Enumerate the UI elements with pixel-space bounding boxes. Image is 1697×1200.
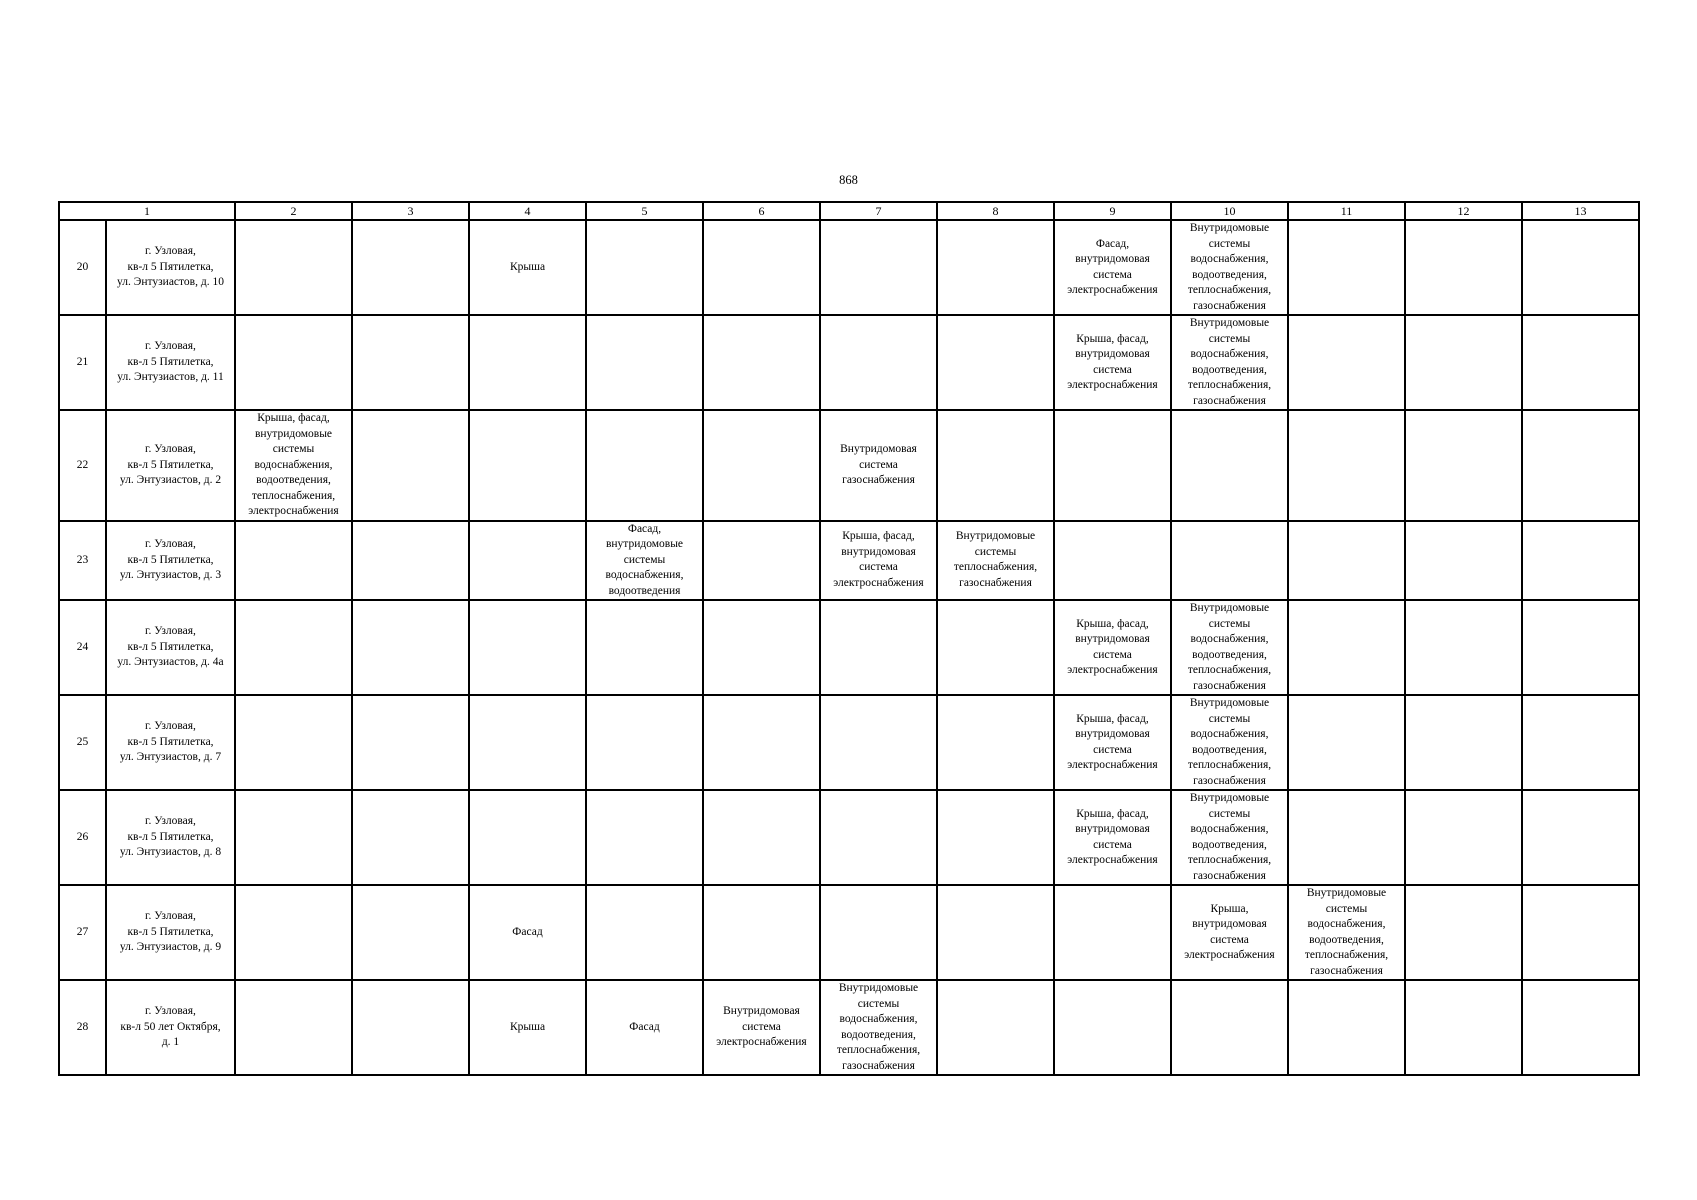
work-cell — [352, 980, 469, 1075]
work-cell — [1054, 980, 1171, 1075]
work-text: Крыша, фасад, внутридомовая система электроснабжения — [1067, 712, 1158, 771]
work-cell — [820, 980, 937, 1075]
row-number: 20 — [59, 220, 106, 315]
work-text: Фасад, внутридомовые системы водоснабжения, водоотведения — [605, 522, 684, 597]
work-cell — [820, 790, 937, 885]
work-cell — [352, 885, 469, 980]
column-header-row — [59, 202, 1639, 220]
column-header: 3 — [352, 202, 469, 220]
repair-schedule-table — [58, 201, 1640, 1076]
row-number: 21 — [59, 315, 106, 410]
column-header: 7 — [820, 202, 937, 220]
address-text: г. Узловая, кв-л 5 Пятилетка, ул. Энтузиастов, д. 2 — [119, 443, 222, 486]
work-cell — [703, 885, 820, 980]
address-cell — [106, 980, 235, 1075]
work-cell — [1288, 521, 1405, 601]
table-row — [59, 980, 1639, 1075]
work-cell — [469, 220, 586, 315]
work-cell — [1405, 980, 1522, 1075]
work-cell — [703, 790, 820, 885]
work-cell — [1405, 220, 1522, 315]
work-cell — [586, 315, 703, 410]
address-text: г. Узловая, кв-л 5 Пятилетка, ул. Энтузиастов, д. 7 — [119, 720, 222, 764]
work-cell — [469, 695, 586, 790]
address-cell — [106, 600, 235, 695]
work-text: Крыша, фасад, внутридомовая система электроснабжения — [1067, 617, 1158, 676]
work-cell — [352, 695, 469, 790]
work-cell — [352, 315, 469, 410]
address-text: г. Узловая, кв-л 5 Пятилетка, ул. Энтузиастов, д. 11 — [117, 340, 224, 384]
work-cell — [937, 315, 1054, 410]
work-cell — [1405, 790, 1522, 885]
address-text: г. Узловая, кв-л 5 Пятилетка, ул. Энтузиастов, д. 10 — [117, 245, 224, 289]
work-cell — [703, 220, 820, 315]
work-text: Крыша, фасад, внутридомовая система электроснабжения — [1067, 807, 1158, 866]
work-cell — [1288, 885, 1405, 980]
work-cell — [703, 410, 820, 521]
work-cell — [586, 695, 703, 790]
work-cell — [469, 521, 586, 601]
work-cell — [820, 220, 937, 315]
work-cell — [1405, 600, 1522, 695]
work-cell — [1288, 600, 1405, 695]
work-cell — [352, 600, 469, 695]
work-cell — [1522, 885, 1639, 980]
work-cell — [235, 790, 352, 885]
work-cell — [703, 695, 820, 790]
work-cell — [586, 220, 703, 315]
table-row — [59, 410, 1639, 521]
work-cell — [469, 410, 586, 521]
work-cell — [937, 790, 1054, 885]
work-cell — [1171, 885, 1288, 980]
work-cell — [586, 410, 703, 521]
work-cell — [1522, 315, 1639, 410]
work-cell — [235, 410, 352, 521]
column-header: 11 — [1288, 202, 1405, 220]
work-cell — [1171, 315, 1288, 410]
work-text: Крыша, фасад, внутридомовые системы водоснабжения, водоотведения, теплоснабжения, электроснабжения — [248, 412, 339, 517]
work-cell — [586, 980, 703, 1075]
work-text: Крыша — [509, 1020, 546, 1033]
work-cell — [1522, 695, 1639, 790]
work-cell — [1288, 220, 1405, 315]
row-number: 27 — [59, 885, 106, 980]
work-cell — [1288, 695, 1405, 790]
work-cell — [586, 521, 703, 601]
address-text: г. Узловая, кв-л 5 Пятилетка, ул. Энтузиастов, д. 3 — [119, 538, 222, 581]
address-text: г. Узловая, кв-л 5 Пятилетка, ул. Энтузиастов, д. 9 — [119, 910, 222, 954]
work-cell — [703, 600, 820, 695]
address-text: г. Узловая, кв-л 5 Пятилетка, ул. Энтузиастов, д. 8 — [119, 815, 222, 859]
work-cell — [820, 315, 937, 410]
column-header: 12 — [1405, 202, 1522, 220]
work-cell — [469, 790, 586, 885]
table-row — [59, 885, 1639, 980]
work-cell — [820, 600, 937, 695]
work-cell — [352, 410, 469, 521]
work-cell — [1522, 521, 1639, 601]
page-number: 868 — [839, 173, 858, 187]
work-text: Крыша, фасад, внутридомовая система электроснабжения — [1067, 332, 1158, 391]
table-row — [59, 315, 1639, 410]
work-cell — [703, 980, 820, 1075]
work-cell — [235, 885, 352, 980]
work-cell — [703, 521, 820, 601]
work-cell — [1405, 885, 1522, 980]
work-cell — [586, 885, 703, 980]
work-cell — [1522, 600, 1639, 695]
work-cell — [352, 790, 469, 885]
row-number: 26 — [59, 790, 106, 885]
address-cell — [106, 521, 235, 601]
work-cell — [1054, 315, 1171, 410]
work-cell — [937, 885, 1054, 980]
table-row — [59, 521, 1639, 601]
work-text: Фасад, внутридомовая система электроснабжения — [1067, 237, 1158, 296]
work-text: Внутридомовые системы водоснабжения, водоотведения, теплоснабжения, газоснабжения — [1187, 697, 1272, 787]
work-cell — [235, 220, 352, 315]
work-cell — [1405, 315, 1522, 410]
address-cell — [106, 315, 235, 410]
work-cell — [937, 600, 1054, 695]
work-cell — [586, 790, 703, 885]
row-number: 23 — [59, 521, 106, 601]
row-number: 24 — [59, 600, 106, 695]
work-cell — [469, 885, 586, 980]
work-cell — [469, 980, 586, 1075]
work-cell — [1171, 600, 1288, 695]
address-cell — [106, 410, 235, 521]
work-cell — [1288, 410, 1405, 521]
work-cell — [1171, 410, 1288, 521]
work-cell — [937, 980, 1054, 1075]
work-cell — [235, 521, 352, 601]
table-row — [59, 220, 1639, 315]
address-cell — [106, 885, 235, 980]
work-text: Внутридомовые системы теплоснабжения, газоснабжения — [953, 530, 1038, 589]
work-cell — [235, 600, 352, 695]
work-cell — [1288, 980, 1405, 1075]
work-text: Крыша — [509, 260, 546, 273]
column-header: 10 — [1171, 202, 1288, 220]
work-text: Фасад — [512, 925, 543, 938]
work-cell — [1054, 521, 1171, 601]
column-header: 8 — [937, 202, 1054, 220]
work-cell — [1171, 695, 1288, 790]
work-text: Внутридомовые системы водоснабжения, водоотведения, теплоснабжения, газоснабжения — [836, 982, 921, 1072]
work-text: Внутридомовые системы водоснабжения, водоотведения, теплоснабжения, газоснабжения — [1187, 317, 1272, 407]
work-cell — [235, 695, 352, 790]
work-cell — [235, 315, 352, 410]
address-text: г. Узловая, кв-л 5 Пятилетка, ул. Энтузиастов, д. 4а — [117, 625, 224, 669]
work-cell — [352, 220, 469, 315]
work-cell — [469, 315, 586, 410]
work-cell — [1171, 220, 1288, 315]
work-cell — [1171, 980, 1288, 1075]
work-text: Внутридомовые системы водоснабжения, водоотведения, теплоснабжения, газоснабжения — [1187, 602, 1272, 692]
work-text: Внутридомовые системы водоснабжения, водоотведения, теплоснабжения, газоснабжения — [1187, 222, 1272, 312]
work-cell — [1054, 220, 1171, 315]
work-cell — [1405, 410, 1522, 521]
work-cell — [469, 600, 586, 695]
work-cell — [235, 980, 352, 1075]
row-number: 28 — [59, 980, 106, 1075]
work-cell — [1054, 410, 1171, 521]
work-cell — [1522, 980, 1639, 1075]
column-header: 1 — [59, 202, 235, 220]
work-cell — [820, 521, 937, 601]
work-cell — [1054, 790, 1171, 885]
table-row — [59, 695, 1639, 790]
table-row — [59, 600, 1639, 695]
column-header: 5 — [586, 202, 703, 220]
work-cell — [1405, 521, 1522, 601]
work-cell — [1288, 315, 1405, 410]
address-text: г. Узловая, кв-л 50 лет Октября, д. 1 — [120, 1005, 221, 1049]
work-cell — [937, 410, 1054, 521]
work-cell — [1288, 790, 1405, 885]
work-text: Фасад — [629, 1020, 660, 1033]
work-text: Крыша, фасад, внутридомовая система электроснабжения — [833, 530, 924, 589]
work-text: Внутридомовая система электроснабжения — [716, 1005, 807, 1049]
work-cell — [1405, 695, 1522, 790]
work-cell — [1054, 695, 1171, 790]
work-cell — [1054, 885, 1171, 980]
address-cell — [106, 220, 235, 315]
row-number: 22 — [59, 410, 106, 521]
column-header: 2 — [235, 202, 352, 220]
work-text: Внутридомовые системы водоснабжения, водоотведения, теплоснабжения, газоснабжения — [1187, 792, 1272, 882]
work-cell — [1522, 410, 1639, 521]
column-header: 4 — [469, 202, 586, 220]
work-cell — [937, 695, 1054, 790]
work-cell — [1054, 600, 1171, 695]
work-text: Внутридомовые системы водоснабжения, водоотведения, теплоснабжения, газоснабжения — [1304, 887, 1389, 977]
work-text: Внутридомовая система газоснабжения — [840, 443, 917, 486]
work-cell — [1522, 220, 1639, 315]
column-header: 9 — [1054, 202, 1171, 220]
work-cell — [820, 695, 937, 790]
work-cell — [586, 600, 703, 695]
work-cell — [937, 220, 1054, 315]
work-cell — [1171, 790, 1288, 885]
work-cell — [820, 885, 937, 980]
column-header: 6 — [703, 202, 820, 220]
work-cell — [703, 315, 820, 410]
address-cell — [106, 790, 235, 885]
work-cell — [1171, 521, 1288, 601]
row-number: 25 — [59, 695, 106, 790]
work-text: Крыша, внутридомовая система электроснабжения — [1184, 902, 1275, 961]
work-cell — [937, 521, 1054, 601]
work-cell — [820, 410, 937, 521]
work-cell — [352, 521, 469, 601]
column-header: 13 — [1522, 202, 1639, 220]
address-cell — [106, 695, 235, 790]
work-cell — [1522, 790, 1639, 885]
table-row — [59, 790, 1639, 885]
